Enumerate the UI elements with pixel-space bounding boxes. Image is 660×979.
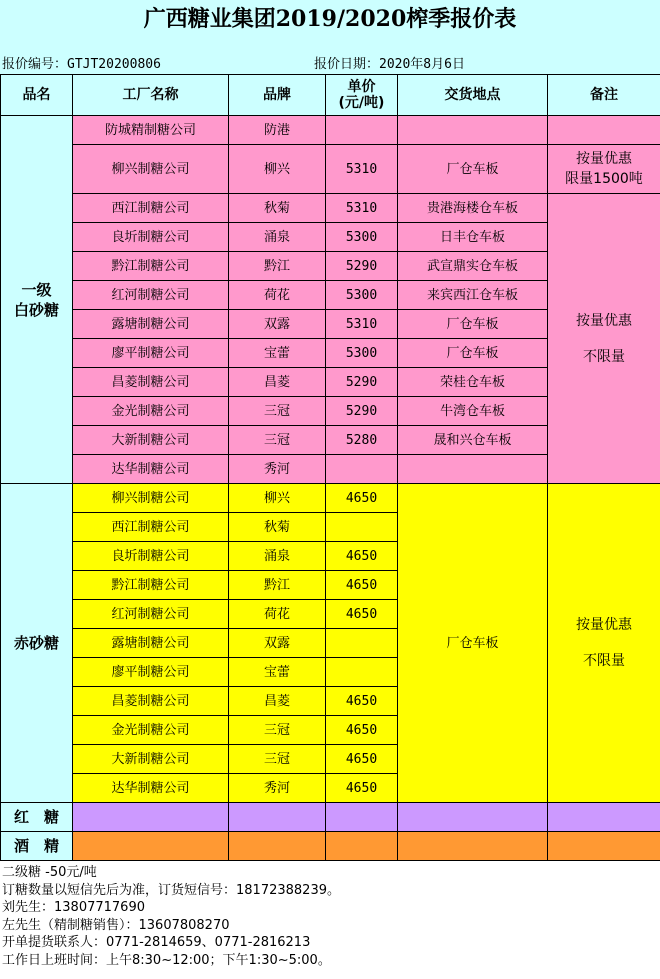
price-cell: 5300 — [326, 223, 398, 252]
brand-cell: 宝蕾 — [229, 339, 326, 368]
header-factory: 工厂名称 — [73, 75, 229, 116]
price-cell: 5310 — [326, 310, 398, 339]
factory-cell: 良圻制糖公司 — [73, 223, 229, 252]
factory-cell: 西江制糖公司 — [73, 513, 229, 542]
brand-cell: 秀河 — [229, 774, 326, 803]
delivery-cell: 日丰仓车板 — [398, 223, 548, 252]
brand-cell: 防港 — [229, 116, 326, 145]
brand-cell: 秋菊 — [229, 194, 326, 223]
delivery-cell: 厂仓车板 — [398, 310, 548, 339]
price-table — [0, 74, 660, 861]
factory-cell: 露塘制糖公司 — [73, 629, 229, 658]
brand-cell: 柳兴 — [229, 484, 326, 513]
contact-pickup: 开单提货联系人：0771-2814659、0771-2816213 — [2, 935, 311, 950]
price-cell: 4650 — [326, 774, 398, 803]
remark-limited — [548, 145, 660, 194]
remark-cell — [548, 116, 660, 145]
price-cell: 5290 — [326, 252, 398, 281]
factory-cell: 达华制糖公司 — [73, 455, 229, 484]
red-sugar-cell — [548, 803, 660, 832]
price-cell: 4650 — [326, 716, 398, 745]
brand-cell: 涌泉 — [229, 542, 326, 571]
remark-unlimited-brown — [548, 484, 660, 803]
table-row-red-sugar — [1, 803, 660, 832]
remark-unlimited-white — [548, 194, 660, 484]
factory-cell: 大新制糖公司 — [73, 426, 229, 455]
brand-cell: 昌菱 — [229, 687, 326, 716]
header-price-line2: (元/吨) — [338, 95, 385, 111]
category-white-sugar — [1, 116, 73, 484]
factory-cell: 昌菱制糖公司 — [73, 368, 229, 397]
delivery-cell-brown: 厂仓车板 — [398, 484, 548, 803]
header-price — [326, 75, 398, 116]
price-cell: 4650 — [326, 484, 398, 513]
category-white-sugar-line2: 白砂糖 — [13, 300, 59, 319]
red-sugar-cell — [229, 803, 326, 832]
category-red-sugar: 红 糖 — [1, 803, 73, 832]
factory-cell: 廖平制糖公司 — [73, 658, 229, 687]
factory-cell: 金光制糖公司 — [73, 716, 229, 745]
factory-cell: 防城精制糖公司 — [73, 116, 229, 145]
contact-zuo: 左先生（精制糖销售）：13607808270 — [2, 917, 230, 933]
factory-cell: 柳兴制糖公司 — [73, 484, 229, 513]
price-cell — [326, 455, 398, 484]
factory-cell: 昌菱制糖公司 — [73, 687, 229, 716]
alcohol-cell — [548, 832, 660, 861]
delivery-cell: 厂仓车板 — [398, 339, 548, 368]
work-hours: 工作日上班时间：上午8:30~12:00；下午1:30~5:00。 — [2, 952, 331, 968]
table-row — [1, 484, 660, 513]
price-cell: 5280 — [326, 426, 398, 455]
alcohol-cell — [398, 832, 548, 861]
category-brown-sugar: 赤砂糖 — [1, 484, 73, 803]
delivery-cell: 厂仓车板 — [398, 145, 548, 194]
table-row — [1, 145, 660, 194]
price-cell: 5290 — [326, 397, 398, 426]
price-cell: 4650 — [326, 600, 398, 629]
contact-liu: 刘先生：13807717690 — [2, 900, 145, 915]
factory-cell: 红河制糖公司 — [73, 281, 229, 310]
price-cell — [326, 658, 398, 687]
price-cell: 5310 — [326, 194, 398, 223]
price-cell: 4650 — [326, 687, 398, 716]
footer-notes — [2, 864, 340, 969]
delivery-cell: 来宾西江仓车板 — [398, 281, 548, 310]
factory-cell: 红河制糖公司 — [73, 600, 229, 629]
table-row — [1, 194, 660, 223]
factory-cell: 黔江制糖公司 — [73, 571, 229, 600]
brand-cell: 秀河 — [229, 455, 326, 484]
table-row-alcohol — [1, 832, 660, 861]
factory-cell: 廖平制糖公司 — [73, 339, 229, 368]
brand-cell: 双露 — [229, 629, 326, 658]
price-cell: 5310 — [326, 145, 398, 194]
red-sugar-cell — [326, 803, 398, 832]
price-cell: 4650 — [326, 542, 398, 571]
alcohol-cell — [326, 832, 398, 861]
brand-cell: 三冠 — [229, 745, 326, 774]
price-cell: 4650 — [326, 571, 398, 600]
factory-cell: 金光制糖公司 — [73, 397, 229, 426]
quote-date: 报价日期：2020年8月6日 — [314, 57, 465, 72]
delivery-cell: 晟和兴仓车板 — [398, 426, 548, 455]
brand-cell: 双露 — [229, 310, 326, 339]
category-white-sugar-line1: 一级 — [21, 280, 52, 299]
alcohol-cell — [73, 832, 229, 861]
remark-limited-line1: 按量优惠 — [576, 151, 632, 167]
note-order-sms: 订糖数量以短信先后为准，订货短信号：18172388239。 — [2, 882, 340, 898]
factory-cell: 达华制糖公司 — [73, 774, 229, 803]
price-cell: 4650 — [326, 745, 398, 774]
delivery-cell: 牛湾仓车板 — [398, 397, 548, 426]
delivery-cell — [398, 116, 548, 145]
header-row — [1, 75, 660, 116]
page-title: 广西糖业集团2019/2020榨季报价表 — [143, 6, 517, 32]
price-cell: 5300 — [326, 339, 398, 368]
brand-cell: 柳兴 — [229, 145, 326, 194]
factory-cell: 柳兴制糖公司 — [73, 145, 229, 194]
factory-cell: 露塘制糖公司 — [73, 310, 229, 339]
delivery-cell: 武宣鼎实仓车板 — [398, 252, 548, 281]
brand-cell: 荷花 — [229, 600, 326, 629]
brand-cell: 黔江 — [229, 252, 326, 281]
brand-cell: 三冠 — [229, 397, 326, 426]
brand-cell: 涌泉 — [229, 223, 326, 252]
factory-cell: 大新制糖公司 — [73, 745, 229, 774]
alcohol-cell — [229, 832, 326, 861]
brand-cell: 昌菱 — [229, 368, 326, 397]
remark-unlimited-brown-line1: 按量优惠 — [576, 617, 632, 633]
header-price-line1: 单价 — [347, 79, 376, 95]
remark-unlimited-white-line1: 按量优惠 — [576, 312, 632, 329]
category-alcohol: 酒 精 — [1, 832, 73, 861]
delivery-cell — [398, 455, 548, 484]
delivery-cell: 荣桂仓车板 — [398, 368, 548, 397]
delivery-cell: 贵港海楼仓车板 — [398, 194, 548, 223]
remark-unlimited-brown-line2: 不限量 — [583, 653, 625, 669]
price-cell — [326, 629, 398, 658]
price-cell — [326, 116, 398, 145]
brand-cell: 荷花 — [229, 281, 326, 310]
quote-number: 报价编号：GTJT20200806 — [2, 57, 161, 72]
red-sugar-cell — [398, 803, 548, 832]
factory-cell: 良圻制糖公司 — [73, 542, 229, 571]
header-remark: 备注 — [548, 75, 660, 116]
remark-unlimited-white-line2: 不限量 — [583, 348, 625, 365]
price-cell: 5290 — [326, 368, 398, 397]
price-cell — [326, 513, 398, 542]
brand-cell: 秋菊 — [229, 513, 326, 542]
brand-cell: 三冠 — [229, 716, 326, 745]
note-second-grade: 二级糖 -50元/吨 — [2, 865, 97, 880]
factory-cell: 西江制糖公司 — [73, 194, 229, 223]
header-brand: 品牌 — [229, 75, 326, 116]
header-product: 品名 — [1, 75, 73, 116]
red-sugar-cell — [73, 803, 229, 832]
brand-cell: 宝蕾 — [229, 658, 326, 687]
factory-cell: 黔江制糖公司 — [73, 252, 229, 281]
table-row — [1, 116, 660, 145]
brand-cell: 黔江 — [229, 571, 326, 600]
brand-cell: 三冠 — [229, 426, 326, 455]
header-delivery: 交货地点 — [398, 75, 548, 116]
price-cell: 5300 — [326, 281, 398, 310]
remark-limited-line2: 限量1500吨 — [565, 171, 643, 187]
